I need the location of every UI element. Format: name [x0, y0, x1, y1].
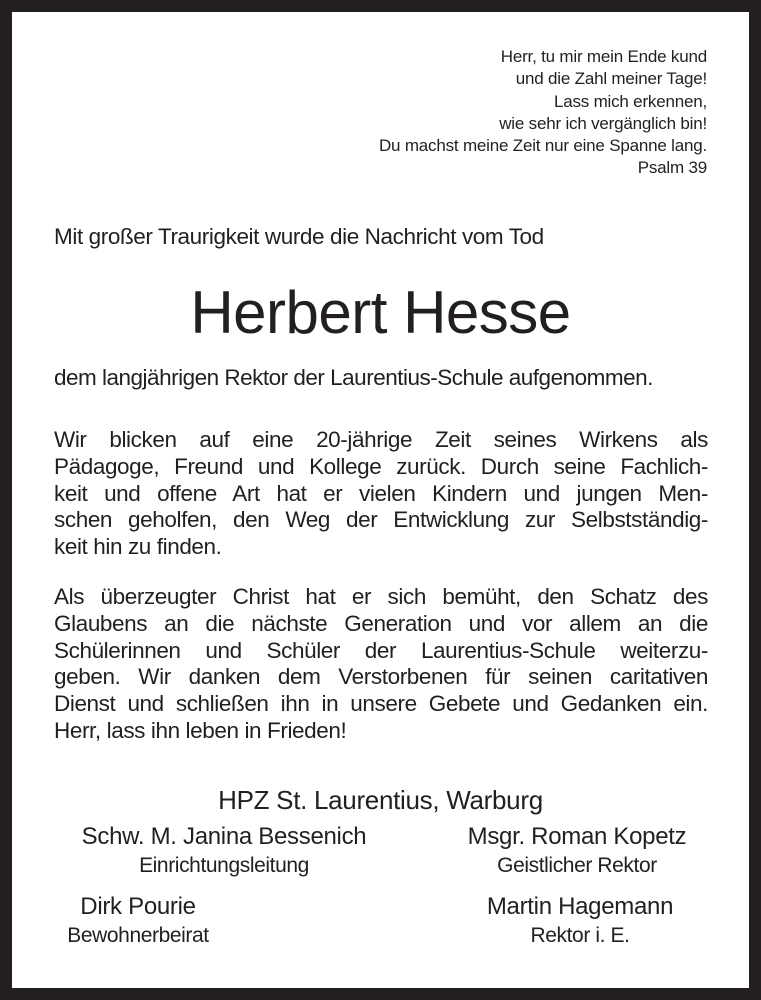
signatory-role: Einrichtungsleitung — [139, 854, 309, 877]
paragraph-line: Glaubens an die nächste Generation und vor allem an die — [54, 610, 708, 636]
paragraph-line: schen geholfen, den Weg der Entwicklung zur Selbstständig- — [54, 507, 708, 533]
paragraph-faith — [54, 584, 708, 745]
signatory-role: Bewohnerbeirat — [67, 924, 209, 947]
organization-name: HPZ St. Laurentius, Warburg — [218, 785, 543, 815]
obituary-notice — [12, 12, 749, 988]
signatory-name: Schw. M. Janina Bessenich — [81, 823, 367, 850]
paragraph-line: geben. Wir danken dem Verstorbenen für seinen caritativen — [54, 664, 708, 690]
paragraph-line: Dienst und schließen ihn in unsere Gebete und Gedanken ein. — [54, 691, 708, 717]
signatory-role: Geistlicher Rektor — [497, 854, 657, 877]
signatory-name: Dirk Pourie — [80, 893, 196, 920]
psalm-line: und die Zahl meiner Tage! — [515, 69, 707, 89]
intro-text: Mit großer Traurigkeit wurde die Nachricht vom Tod — [54, 224, 544, 249]
deceased-name: Herbert Hesse — [190, 279, 571, 346]
paragraph-line: Wir blicken auf eine 20-jährige Zeit seines Wirkens als — [54, 427, 708, 452]
paragraph-line: Herr, lass ihn leben in Frieden! — [54, 717, 347, 743]
psalm-reference: Psalm 39 — [637, 158, 707, 178]
paragraph-line: Als überzeugter Christ hat er sich bemüht, den Schatz des — [54, 584, 708, 609]
signatory — [52, 822, 396, 880]
paragraph-line: keit hin zu finden. — [54, 534, 222, 560]
paragraph-line: Schülerinnen und Schüler der Laurentius-Schule weiterzu- — [54, 637, 708, 663]
psalm-line: Du machst meine Zeit nur eine Spanne lang. — [378, 136, 707, 156]
psalm-line: Lass mich erkennen, — [553, 91, 707, 111]
psalm-line: Herr, tu mir mein Ende kund — [500, 47, 707, 66]
signatory-role: Rektor i. E. — [530, 924, 630, 947]
signatory-name: Msgr. Roman Kopetz — [467, 823, 687, 850]
psalm-quote — [287, 46, 707, 180]
paragraph-line: keit und offene Art hat er vielen Kindern und jungen Men- — [54, 480, 708, 506]
after-name-text: dem langjährigen Rektor der Laurentius-Schule aufgenommen. — [54, 365, 653, 390]
paragraph-tribute — [54, 427, 708, 561]
paragraph-line: Pädagoge, Freund und Kollege zurück. Durch seine Fachlich- — [54, 453, 708, 479]
signatory — [52, 892, 224, 950]
psalm-line: wie sehr ich vergänglich bin! — [499, 113, 707, 133]
signatory — [442, 822, 712, 880]
signatory — [467, 892, 693, 950]
signatory-name: Martin Hagemann — [486, 893, 674, 920]
